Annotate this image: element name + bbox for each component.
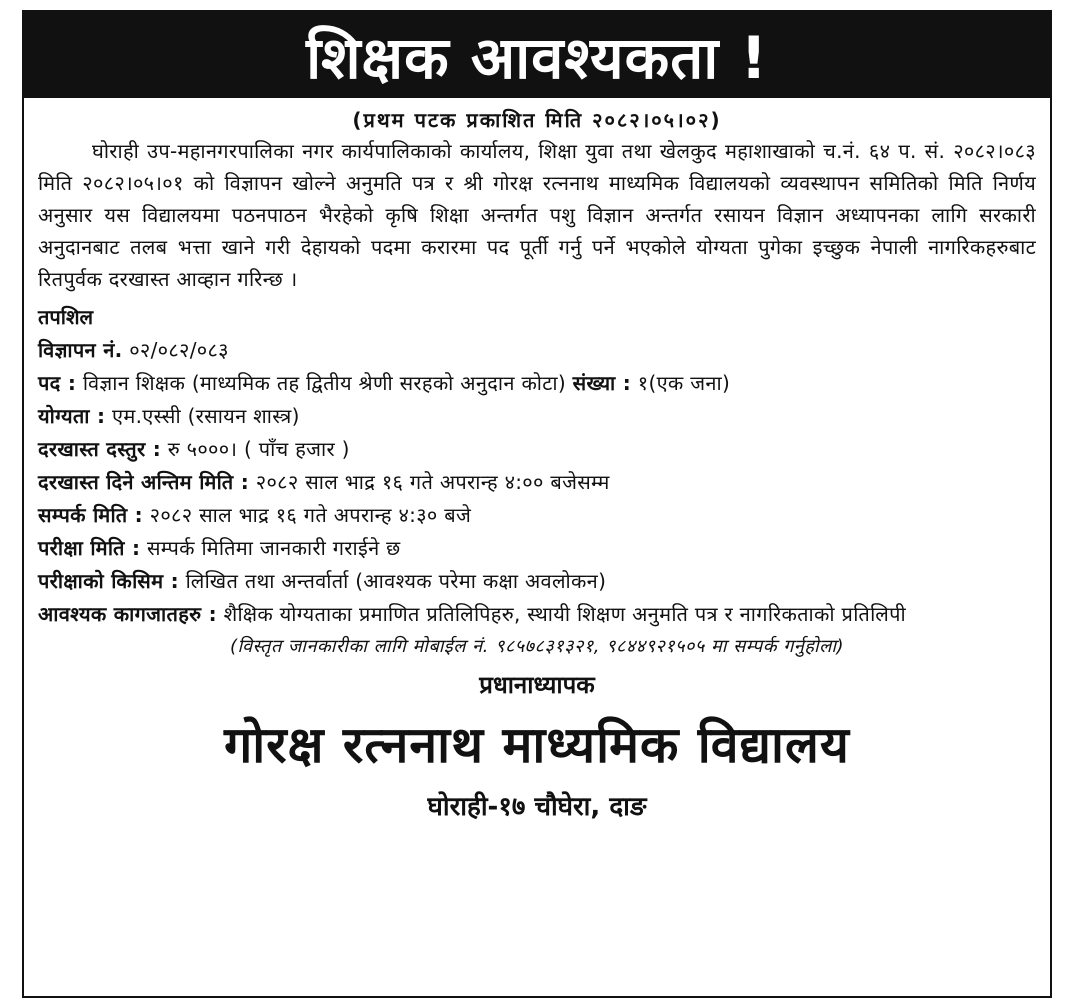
details-heading: तपशिल <box>38 305 94 329</box>
qualification-label: योग्यता : <box>38 404 106 428</box>
exam-date-label: परीक्षा मिति : <box>38 536 141 560</box>
qualification-row <box>38 400 1036 432</box>
notice-body <box>24 135 1050 823</box>
exam-date-value: सम्पर्क मितिमा जानकारी गराईने छ <box>146 536 401 560</box>
contact-date-label: सम्पर्क मिति : <box>38 503 143 527</box>
exam-type-label: परीक्षाको किसिम : <box>38 569 179 593</box>
post-label: पद : <box>38 371 77 395</box>
signatory-role: प्रधानाध्यापक <box>479 671 595 699</box>
documents-label: आवश्यक कागजातहरु : <box>38 602 217 626</box>
intro-paragraph <box>38 135 1036 295</box>
banner-title: शिक्षक आवश्यकता ! <box>24 12 1050 98</box>
fee-label: दरखास्त दस्तुर : <box>38 437 162 461</box>
contact-date-row <box>38 499 1036 531</box>
deadline-label: दरखास्त दिने अन्तिम मिति : <box>38 470 250 494</box>
count-label: संख्या : <box>572 371 632 395</box>
ad-number-value: ०२/०८२/०८३ <box>129 338 229 362</box>
fee-row <box>38 433 1036 465</box>
exam-type-value: लिखित तथा अन्तर्वार्ता (आवश्यक परेमा कक्षा अवलोकन) <box>185 569 607 593</box>
intro-text: घोराही उप-महानगरपालिका नगर कार्यपालिकाको कार्यालय, शिक्षा युवा तथा खेलकुद महाशाखाको च.नं. ६४ प. सं. २०८२।०८३ मिति २०८२।०५।०१ को विज्ञापन खोल्ने अनुमति पत्र र श्री गोरक्ष रत्ननाथ माध्यमिक विद्यालयको व्यवस्थापन समितिको मिति निर्णय अनुसार यस विद्यालयमा पठनपाठन भैरहेको कृषि शिक्षा अन्तर्गत पशु विज्ञान अन्तर्गत रसायन विज्ञान अध्यापनका लागि सरकारी अनुदानबाट तलब भत्ता खाने गरी देहायको पदमा करारमा पद पूर्ती गर्नु पर्ने भएकोले योग्यता पुगेका इच्छुक नेपाली नागरिकहरुबाट रितपुर्वक दरखास्त आव्हान गरिन्छ । <box>38 139 1036 291</box>
deadline-row <box>38 466 1036 498</box>
contact-note: (विस्तृत जानकारीका लागि मोबाईल नं. ९८५७८३१३२१, ९८४४९२१५०५ मा सम्पर्क गर्नुहोला) <box>229 636 845 657</box>
fee-value: रु ५०००। ( पाँच हजार ) <box>167 437 350 461</box>
exam-type-row <box>38 565 1036 597</box>
documents-value: शैक्षिक योग्यताका प्रमाणित प्रतिलिपिहरु, स्थायी शिक्षण अनुमति पत्र र नागरिकताको प्रतिलिपी <box>223 602 906 626</box>
post-value: विज्ञान शिक्षक (माध्यमिक तह द्वितीय श्रेणी सरहको अनुदान कोटा) <box>82 371 566 395</box>
ad-number-row <box>38 334 1036 366</box>
notice-frame <box>22 10 1052 998</box>
post-row <box>38 367 1036 399</box>
ad-number-label: विज्ञापन नं. <box>38 338 123 362</box>
exam-date-row <box>38 532 1036 564</box>
contact-date-value: २०८२ साल भाद्र १६ गते अपरान्ह ४:३० बजे <box>149 503 472 527</box>
deadline-value: २०८२ साल भाद्र १६ गते अपरान्ह ४:०० बजेसम्म <box>255 470 610 494</box>
qualification-value: एम.एस्सी (रसायन शास्त्र) <box>112 404 300 428</box>
school-address: घोराही-१७ चौघेरा, दाङ <box>427 792 647 822</box>
school-name: गोरक्ष रत्ननाथ माध्यमिक विद्यालय <box>224 716 850 774</box>
count-value: १(एक जना) <box>637 371 731 395</box>
documents-row <box>38 598 1036 630</box>
publication-date-line: (प्रथम पटक प्रकाशित मिति २०८२।०५।०२) <box>352 108 722 132</box>
